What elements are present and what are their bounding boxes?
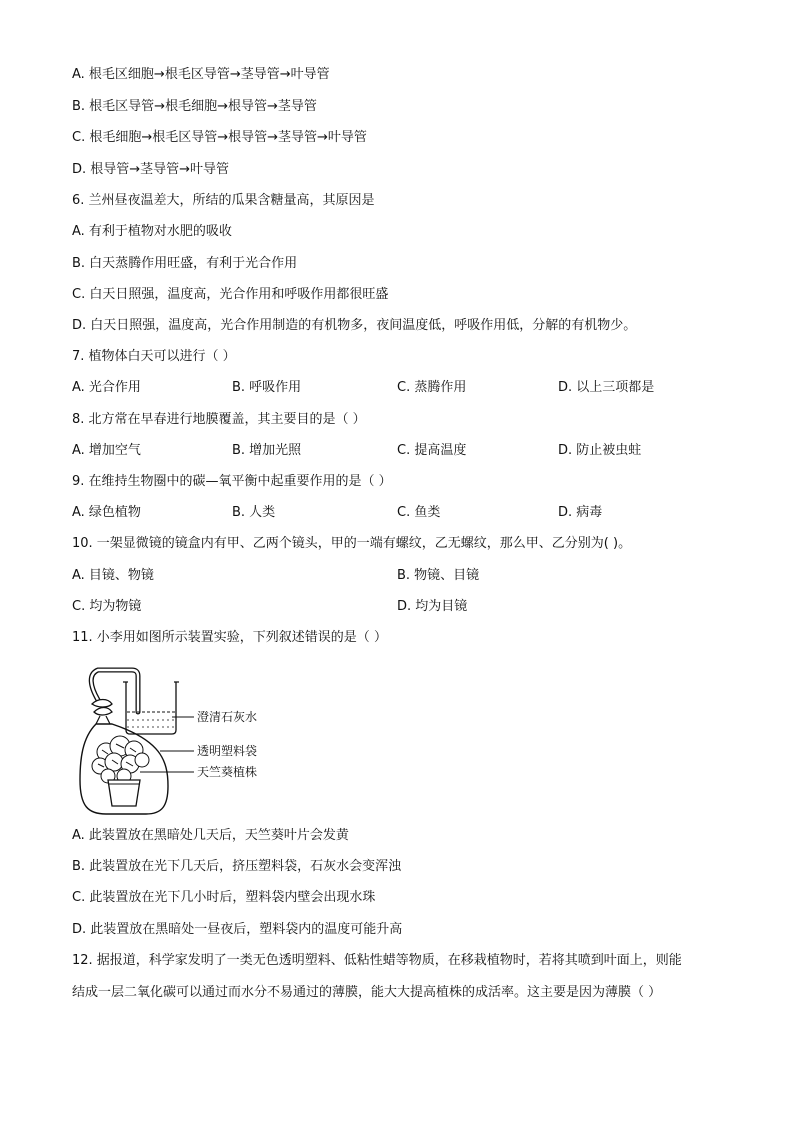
experiment-figure (76, 660, 256, 820)
q7-option-b: B. 呼吸作用 (232, 380, 302, 395)
q10-option-a: A. 目镜、物镜 (72, 568, 154, 583)
label-limewater: 澄清石灰水 (197, 710, 258, 724)
geranium-plant (92, 736, 149, 783)
q6-option-c: C. 白天日照强，温度高，光合作用和呼吸作用都很旺盛 (72, 287, 389, 302)
q11-option-b: B. 此装置放在光下几天后，挤压塑料袋，石灰水会变浑浊 (72, 859, 402, 874)
q10-option-c: C. 均为物镜 (72, 599, 142, 614)
q11-stem: 11. 小李用如图所示装置实验，下列叙述错误的是（ ） (72, 630, 387, 645)
label-plastic-bag: 透明塑料袋 (197, 744, 258, 758)
q9-option-b: B. 人类 (232, 505, 276, 520)
q10-stem: 10. 一架显微镜的镜盒内有甲、乙两个镜头，甲的一端有螺纹，乙无螺纹，那么甲、乙分别为( )。 (72, 536, 632, 551)
q5-option-b: B. 根毛区导管→根毛细胞→根导管→茎导管 (72, 99, 317, 114)
q7-stem: 7. 植物体白天可以进行（ ） (72, 349, 236, 364)
q11-option-c: C. 此装置放在光下几小时后，塑料袋内壁会出现水珠 (72, 890, 376, 905)
q7-option-c: C. 蒸腾作用 (397, 380, 467, 395)
q6-stem: 6. 兰州昼夜温差大，所结的瓜果含糖量高，其原因是 (72, 193, 375, 208)
q8-option-b: B. 增加光照 (232, 443, 302, 458)
q8-stem: 8. 北方常在早春进行地膜覆盖，其主要目的是（ ） (72, 412, 366, 427)
beaker (126, 682, 176, 734)
q8-option-a: A. 增加空气 (72, 443, 141, 458)
q6-option-a: A. 有利于植物对水肥的吸收 (72, 224, 232, 239)
q7-option-d: D. 以上三项都是 (558, 380, 655, 395)
q11-option-a: A. 此装置放在黑暗处几天后，天竺葵叶片会发黄 (72, 828, 349, 843)
q12-stem-line2: 结成一层二氧化碳可以通过而水分不易通过的薄膜，能大大提高植株的成活率。这主要是因为薄膜（ ） (72, 985, 662, 1000)
q5-option-c: C. 根毛细胞→根毛区导管→根导管→茎导管→叶导管 (72, 130, 367, 145)
q8-option-d: D. 防止被虫蛀 (558, 443, 642, 458)
q8-option-c: C. 提高温度 (397, 443, 467, 458)
label-plant: 天竺葵植株 (197, 765, 258, 779)
bag-knot (92, 700, 112, 708)
q6-option-b: B. 白天蒸腾作用旺盛，有利于光合作用 (72, 256, 298, 271)
q11-option-d: D. 此装置放在黑暗处一昼夜后，塑料袋内的温度可能升高 (72, 922, 403, 937)
q9-option-d: D. 病毒 (558, 505, 603, 520)
q12-stem-line1: 12. 据报道，科学家发明了一类无色透明塑料、低粘性蜡等物质，在移栽植物时，若将其喷到叶面上，则能 (72, 953, 682, 968)
bag-plant-beaker-diagram (76, 660, 196, 820)
q9-stem: 9. 在维持生物圈中的碳—氧平衡中起重要作用的是（ ） (72, 474, 392, 489)
q5-option-d: D. 根导管→茎导管→叶导管 (72, 162, 230, 177)
q7-option-a: A. 光合作用 (72, 380, 141, 395)
q10-option-b: B. 物镜、目镜 (397, 568, 480, 583)
q6-option-d: D. 白天日照强，温度高，光合作用制造的有机物多，夜间温度低，呼吸作用低，分解的有机物少。 (72, 318, 637, 333)
q9-option-a: A. 绿色植物 (72, 505, 141, 520)
q5-option-a: A. 根毛区细胞→根毛区导管→茎导管→叶导管 (72, 67, 330, 82)
q9-option-c: C. 鱼类 (397, 505, 441, 520)
q10-option-d: D. 均为目镜 (397, 599, 468, 614)
